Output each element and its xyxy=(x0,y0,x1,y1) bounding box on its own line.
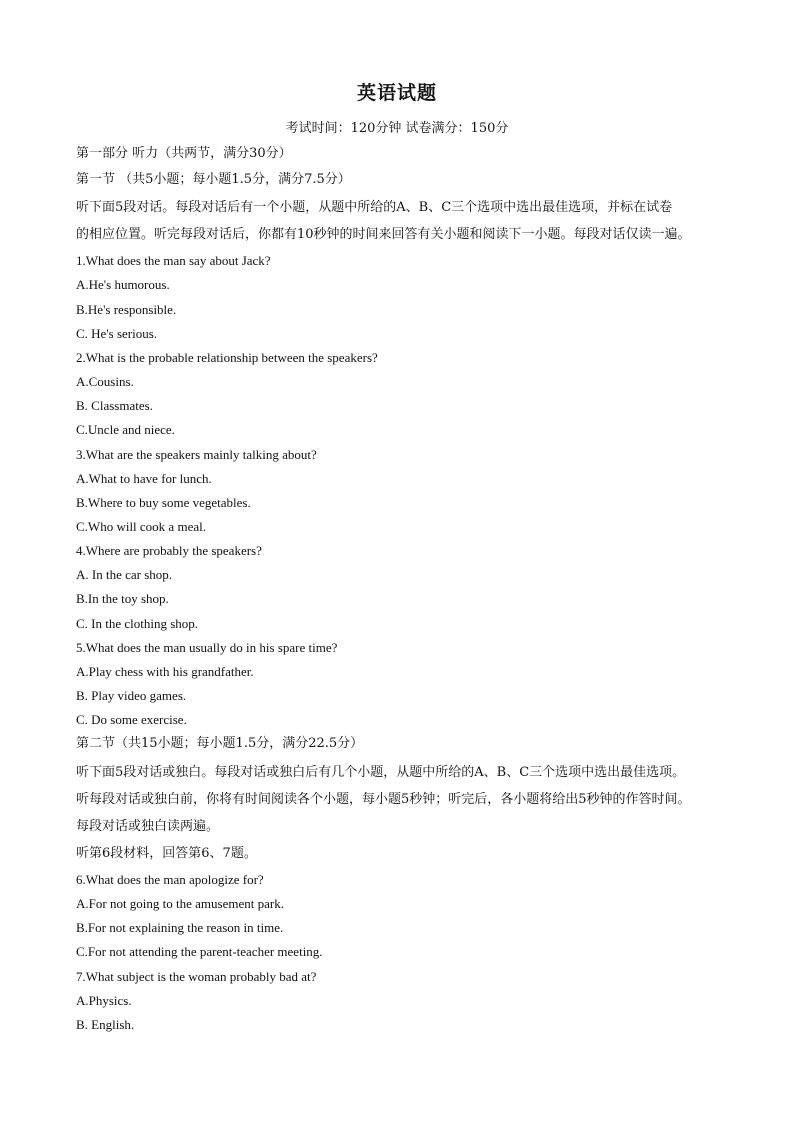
option-b: B. Play video games. xyxy=(76,688,187,703)
option-b: B. Classmates. xyxy=(76,398,153,413)
option-a: A.What to have for lunch. xyxy=(76,471,212,486)
question-stem: 7.What subject is the woman probably bad at? xyxy=(76,969,317,984)
option-a: A.Physics. xyxy=(76,993,132,1008)
page-title: 英语试题 xyxy=(356,82,437,104)
option-b: B. English. xyxy=(76,1017,135,1032)
instructions-line: 听下面5段对话。每段对话后有一个小题，从题中所给的A、B、C三个选项中选出最佳选项，并标在试卷 xyxy=(76,200,673,215)
option-c: C.Uncle and niece. xyxy=(76,422,175,437)
instructions-line: 的相应位置。听完每段对话后，你都有10秒钟的时间来回答有关小题和阅读下一小题。每段对话仅读一遍。 xyxy=(76,227,691,242)
instructions-line: 听每段对话或独白前，你将有时间阅读各个小题，每小题5秒钟；听完后，各小题将给出5秒钟的作答时间。 xyxy=(76,792,691,807)
question-stem: 5.What does the man usually do in his spare time? xyxy=(76,640,338,655)
option-a: A.Cousins. xyxy=(76,374,134,389)
option-a: A.For not going to the amusement park. xyxy=(76,896,284,911)
exam-info: 考试时间：120分钟 试卷满分：150分 xyxy=(285,121,509,136)
material-heading: 听第6段材料，回答第6、7题。 xyxy=(76,846,257,861)
question-stem: 1.What does the man say about Jack? xyxy=(76,253,271,268)
part-heading: 第一部分 听力（共两节，满分30分） xyxy=(76,146,292,161)
option-b: B.Where to buy some vegetables. xyxy=(76,495,251,510)
option-b: B.In the toy shop. xyxy=(76,591,169,606)
option-a: A.He's humorous. xyxy=(76,277,170,292)
option-c: C. He's serious. xyxy=(76,326,158,341)
option-c: C. Do some exercise. xyxy=(76,712,187,727)
question-stem: 6.What does the man apologize for? xyxy=(76,872,264,887)
option-c: C. In the clothing shop. xyxy=(76,616,199,631)
question-stem: 2.What is the probable relationship between the speakers? xyxy=(76,350,378,365)
option-c: C.Who will cook a meal. xyxy=(76,519,206,534)
question-stem: 3.What are the speakers mainly talking about? xyxy=(76,447,317,462)
option-b: B.He's responsible. xyxy=(76,302,177,317)
option-b: B.For not explaining the reason in time. xyxy=(76,920,284,935)
section-heading: 第一节 （共5小题；每小题1.5分，满分7.5分） xyxy=(76,172,351,187)
instructions-line: 每段对话或独白读两遍。 xyxy=(76,819,220,834)
instructions-line: 听下面5段对话或独白。每段对话或独白后有几个小题，从题中所给的A、B、C三个选项中选出最佳选项。 xyxy=(76,765,686,780)
section-heading: 第二节（共15小题；每小题1.5分，满分22.5分） xyxy=(76,736,364,751)
option-c: C.For not attending the parent-teacher meeting. xyxy=(76,944,323,959)
option-a: A.Play chess with his grandfather. xyxy=(76,664,254,679)
question-stem: 4.Where are probably the speakers? xyxy=(76,543,262,558)
option-a: A. In the car shop. xyxy=(76,567,173,582)
